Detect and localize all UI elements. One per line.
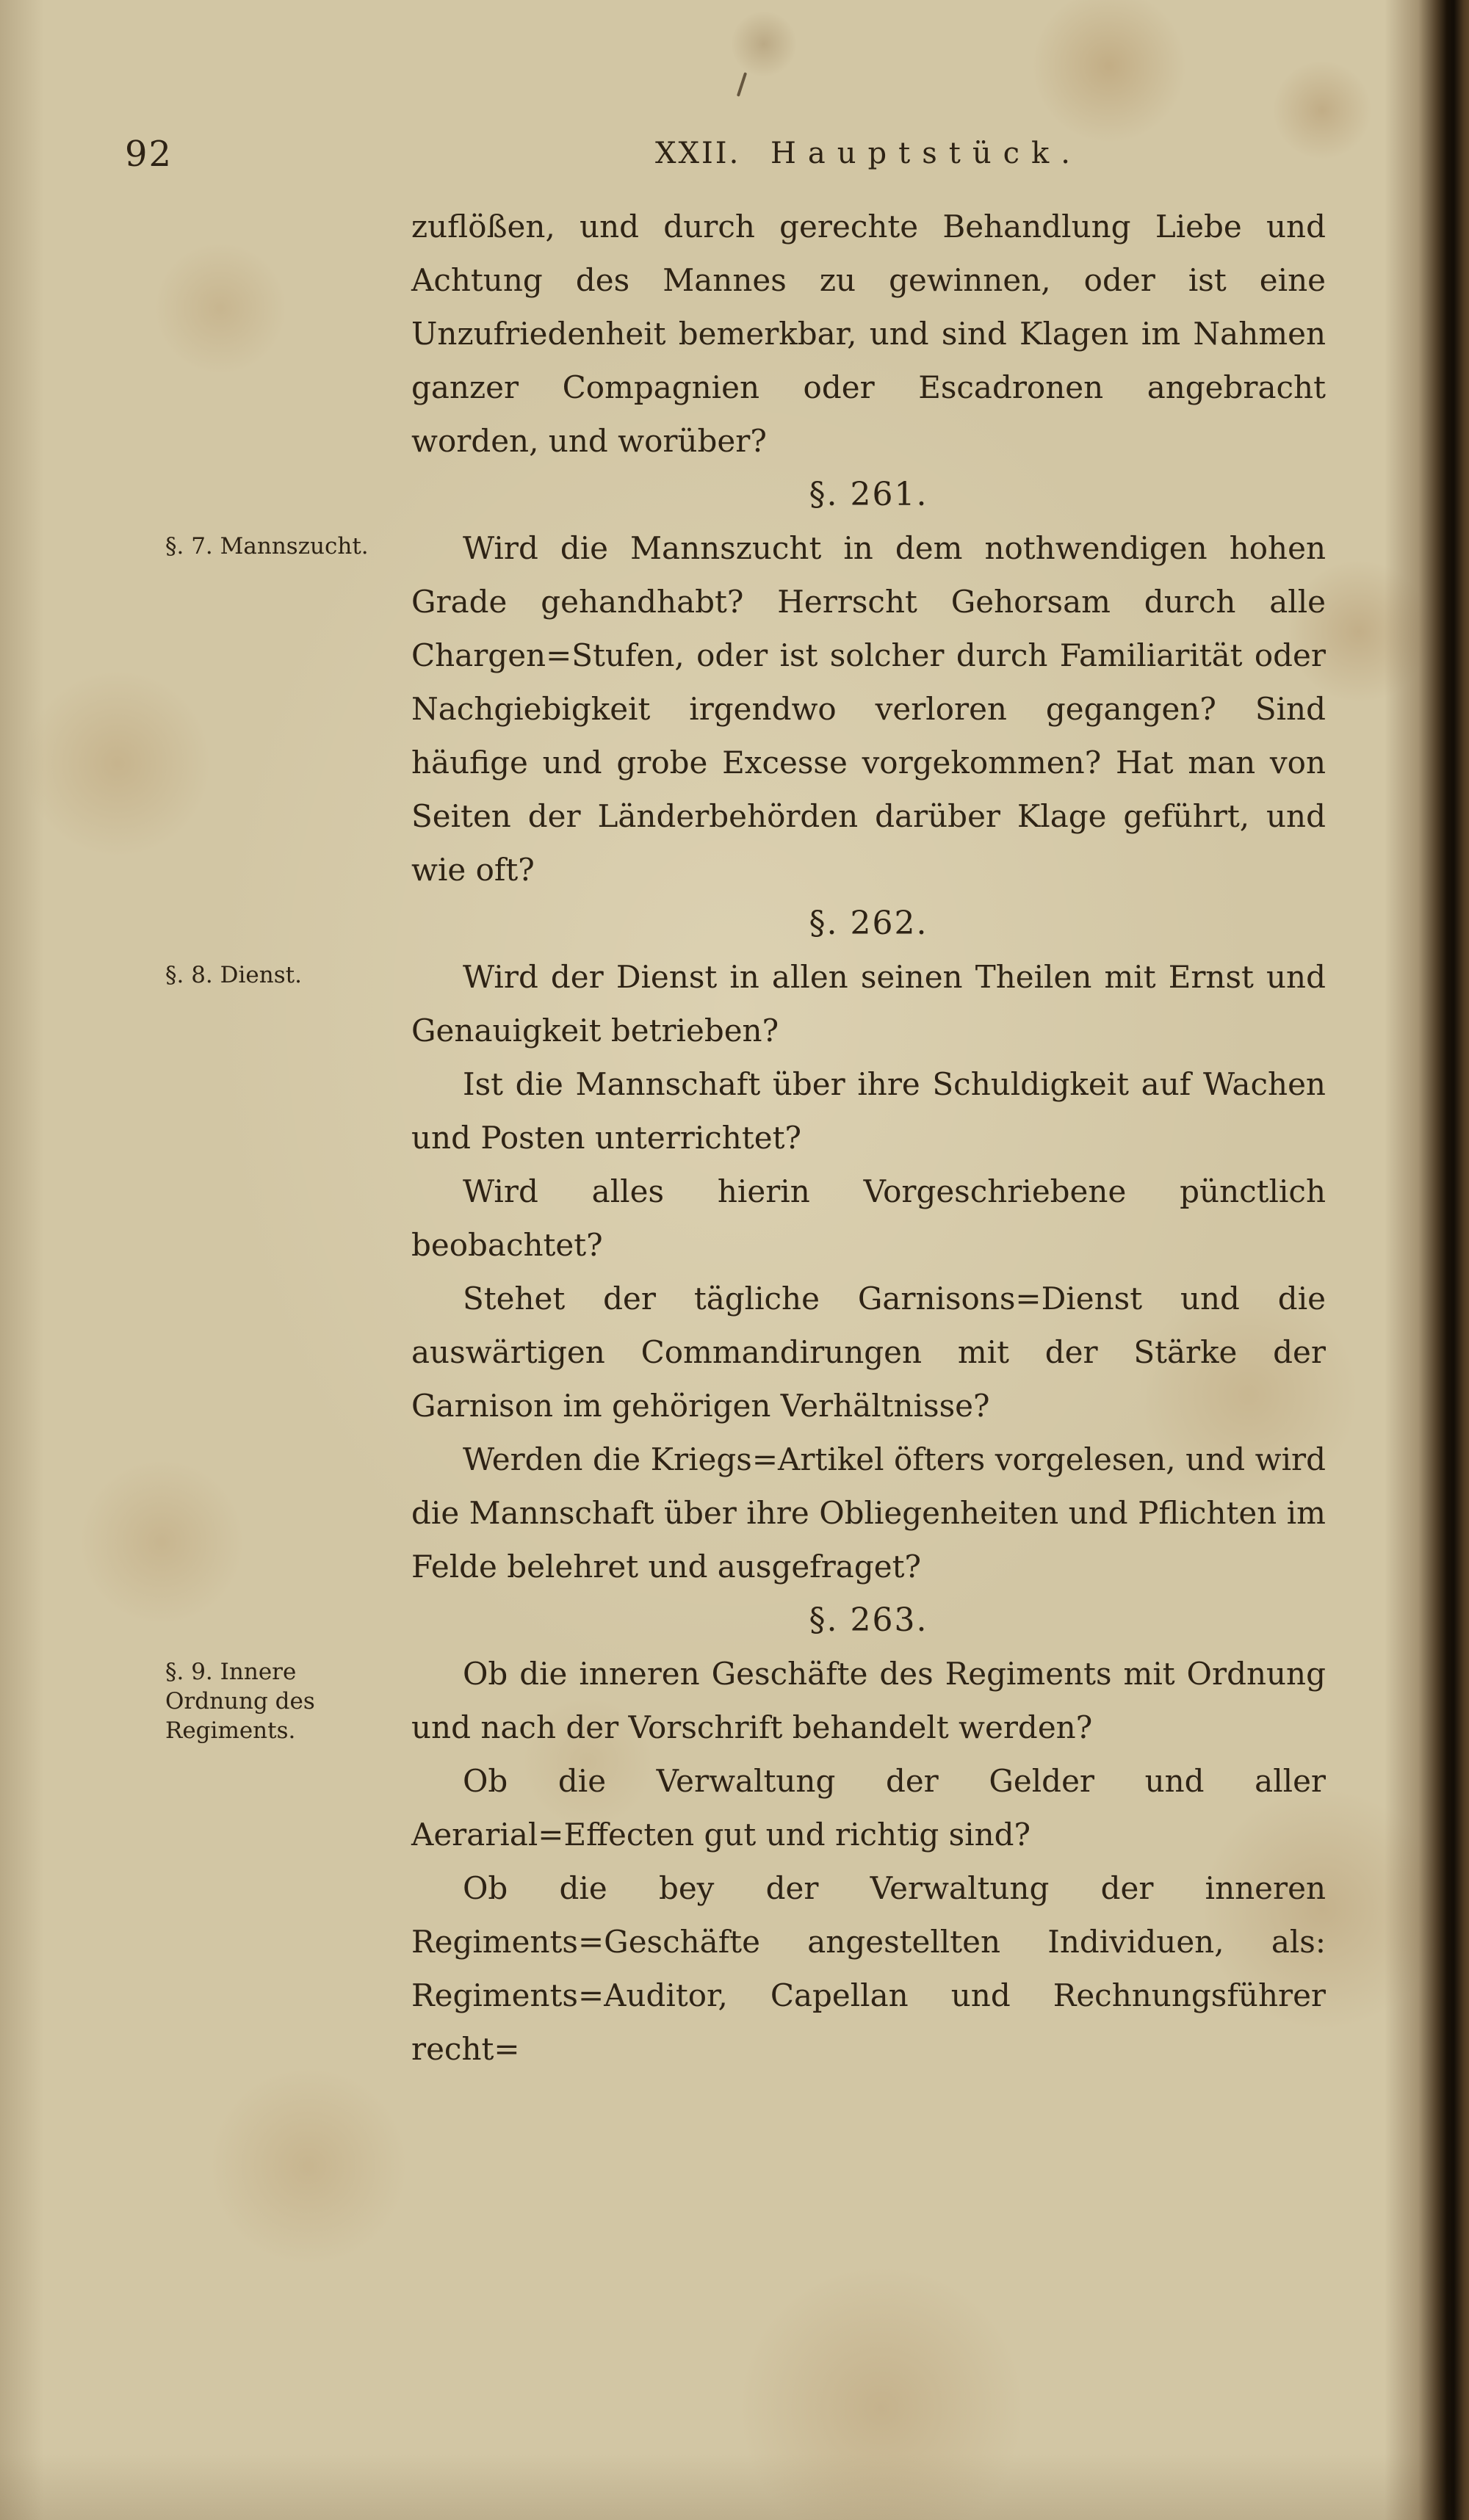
paragraph: Ist die Mannschaft über ihre Schuldigkeit auf Wachen und Posten unterrichtet?	[411, 1066, 1326, 1156]
section-heading: §. 262.	[809, 905, 928, 942]
paragraph: Ob die Verwaltung der Gelder und aller Aerarial=Effecten gut und richtig sind?	[411, 1763, 1326, 1853]
section-body	[165, 1647, 1326, 2076]
running-header-chapter: XXII.	[655, 137, 741, 170]
paragraph: Ob die bey der Verwaltung der inneren Regiments=Geschäfte angestellten Individuen, als: Regiments=Auditor, Capellan und Rechnungsführer recht=	[411, 1870, 1326, 2067]
section-body	[165, 950, 1326, 1593]
paragraph: Ob die inneren Geschäfte des Regiments mit Ordnung und nach der Vorschrift behandelt werden?	[411, 1656, 1326, 1745]
paragraph: Wird alles hierin Vorgeschriebene pünctlich beobachtet?	[411, 1173, 1326, 1263]
section-heading: §. 261.	[809, 476, 928, 513]
book-binding-edge	[1385, 0, 1469, 2520]
section-262	[165, 897, 1326, 1593]
paragraph: Wird der Dienst in allen seinen Theilen mit Ernst und Genauigkeit betrieben?	[411, 959, 1326, 1049]
paragraph: Stehet der tägliche Garnisons=Dienst und die auswärtigen Commandirungen mit der Stärke der Garnison im gehörigen Verhältnisse?	[411, 1281, 1326, 1424]
page-number: 92	[125, 134, 173, 175]
scan-artifact	[737, 72, 747, 97]
continuation-paragraph: zuflößen, und durch gerechte Behandlung Liebe und Achtung des Mannes zu gewinnen, oder ist eine Unzufriedenheit bemerkbar, und sind Klagen im Nahmen ganzer Compagnien oder Escadronen angebracht worden, und worüber?	[411, 209, 1326, 459]
section-263	[165, 1593, 1326, 2076]
margin-note: §. 7. Mannszucht.	[165, 533, 369, 560]
running-header	[411, 137, 1326, 170]
text-column	[165, 200, 1326, 2076]
section-heading: §. 263.	[809, 1601, 928, 1639]
section-body	[165, 521, 1326, 897]
paragraph: Werden die Kriegs=Artikel öfters vorgelesen, und wird die Mannschaft über ihre Obliegenheiten und Pflichten im Felde belehret und ausgefraget?	[411, 1441, 1326, 1585]
running-header-title: Hauptstück.	[770, 137, 1082, 170]
section-261	[165, 468, 1326, 897]
margin-note: §. 8. Dienst.	[165, 962, 302, 988]
paragraph: Wird die Mannszucht in dem nothwendigen hohen Grade gehandhabt? Herrscht Gehorsam durch alle Chargen=Stufen, oder ist solcher durch Familiarität oder Nachgiebigkeit irgendwo verloren gegangen? Sind häufige und grobe Excesse vorgekommen? Hat man von Seiten der Länderbehörden darüber Klage geführt, und wie oft?	[411, 530, 1326, 888]
margin-note: §. 9. Innere Ordnung des Regiments.	[165, 1659, 315, 1744]
